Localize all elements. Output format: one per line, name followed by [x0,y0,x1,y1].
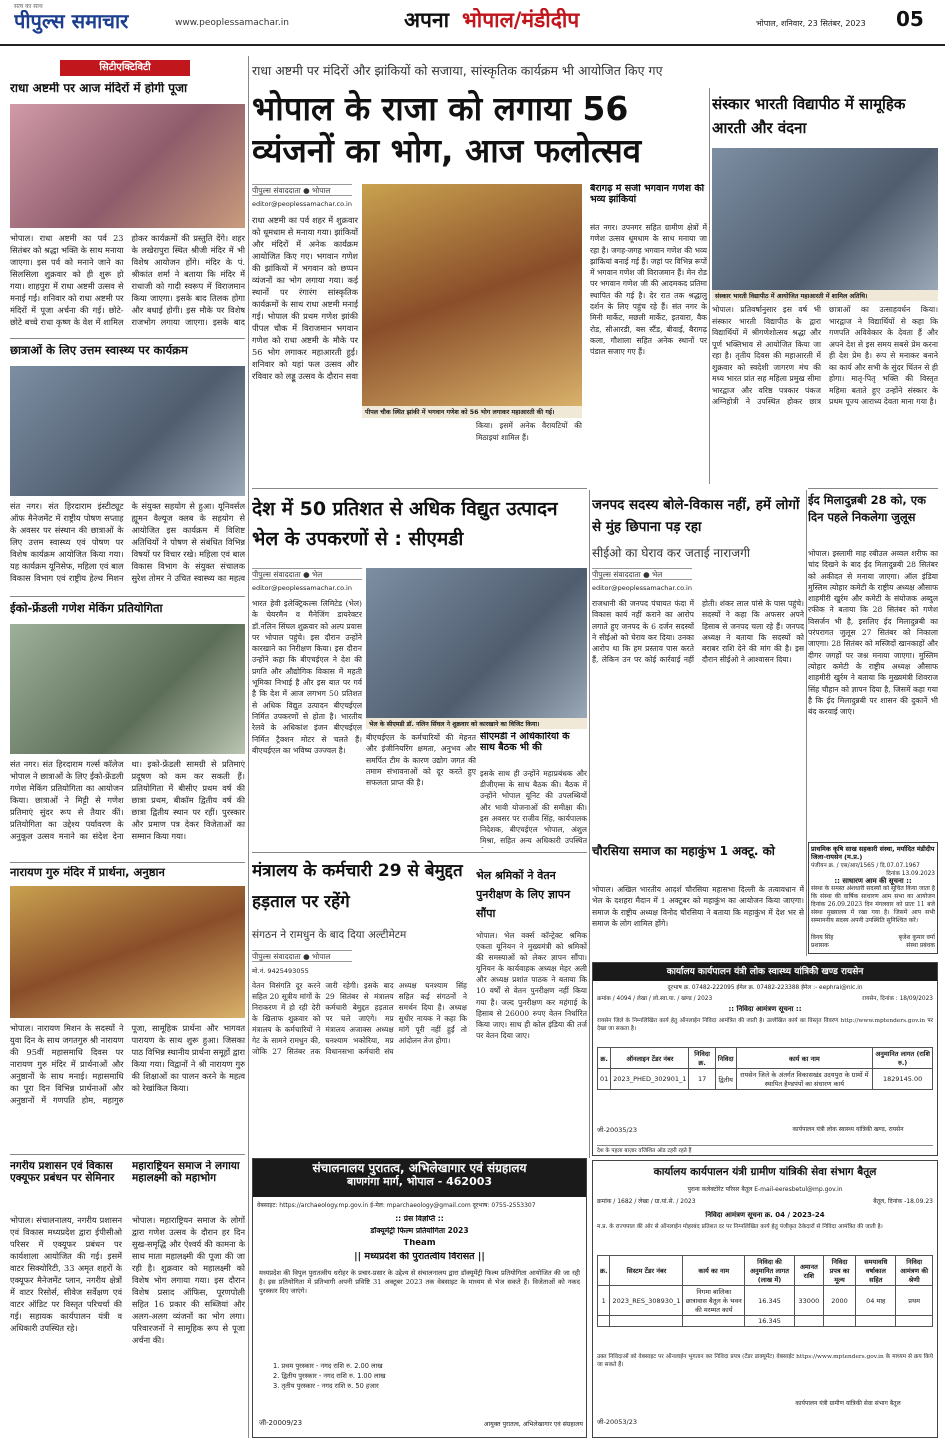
urban-admin-body: भोपाल। संचालनालय, नगरीय प्रशासन एवं विकास मध्यप्रदेश द्वारा ईपीसीओ परिसर में एक्यूफर प्रबंधन पर कार्यशाला आयोजित की गई। इसमें वाटर सिक्योरिटी, 33 अमृत शहरों के एक्यूफर मैनेजमेंट प्लान, नगरीय क्षेत्रों में वाटर रिसोर्स, सीवेज सर्वेक्षण एवं वाटर ऑडिट पर विस्तृत परिचर्चा की गई। सहायक कार्यपालन यंत्री व अधिकारी उपस्थित रहे। [10,1215,122,1333]
raisen-ref: क्रमांक / 4094 / लेखा / लो.स्वा.या. / खण्ड / 2023 [597,996,713,1002]
section-prefix: अपना [404,8,450,32]
betul-cell [856,1316,896,1327]
betul-title: कार्यालय कार्यपालन यंत्री ग्रामीण यांत्रिकी सेवा संभाग बैतूल [653,1166,877,1178]
betul-note: उक्त निविदाओं को वेबसाइट पर ऑनलाईन भुगतान कर निविदा प्रपत्र (टेंडर डाक्यूमेंट) वेबसाईट https://www.mptenders.gov.in के माध्यम से क्रय किये जा सकते हैं। [597,1354,933,1369]
betul-signatory: कार्यपालन यंत्री ग्रामीण यांत्रिकी सेवा संभाग बैतूल [795,1400,901,1407]
betul-col-header: अमानत राशि [794,1256,823,1286]
table-row [598,1069,933,1090]
bhel-photo-caption: भेल के सीएमडी डॉ. नलिन सिंघल ने शुक्रवार को कारखाने का विजिट किया। [366,718,587,729]
raisen-table-wrap [597,1047,933,1117]
betul-col-header: निविदा प्रपत्र का मूल्य [823,1256,855,1286]
sanskar-photo [712,148,938,290]
dateline: भोपाल, शनिवार, 23 सितंबर, 2023 [756,19,866,28]
health-body: संत नगर। संत हिरदाराम इंस्टीट्यूट ऑफ मैनेजमेंट में राष्ट्रीय पोषण सप्ताह के अवसर पर संस्थान की छात्राओं के लिए उत्तम स्वास्थ्य एवं पोषण पर विशेष कार्यक्रम आयोजित किया गया। यह कार्यक्रम यूनिसेफ, महिला एवं बाल विकास विभाग एवं राष्ट्रीय हेल्थ मिशन के संयुक्त सहयोग से हुआ। यूनिवर्सल ह्यूमन वैल्यूज क्लब के सहयोग से आयोजित इस कार्यक्रम में विशिष्ट अतिथियों ने पोषण से संबंधित विभिन्न विषयों पर विचार रखे। महिला एवं बाल विकास विभाग के संयुक्त संचालक सुरेश तोमर ने उचित स्वास्थ्य का महत्व [10,501,245,583]
bhel-workers-headline: भेल श्रमिकों ने वेतन पुनरीक्षण के लिए ज्ञापन सौंपा [476,869,571,920]
bhel-workers-body: भोपाल। भेल वर्क्स कॉन्ट्रेक्ट श्रमिक एकता यूनियन ने मुख्यमंत्री को श्रमिकों की समस्याओं को लेकर ज्ञापन सौंपा। यूनियन के कार्यवाहक अध्यक्ष मेहर अली और अध्यक्ष प्रशांत पाठक ने बताया कि 10 वर्षों से वेतन पुनरीक्षण नहीं किया गया है। जल्द पुनरीक्षण कर महंगाई के हिसाब से 26000 रुपए वेतन निर्धारित किया जाए। साथ ही कोल इंडिया की तर्ज पर वेतन दिया जाए। [476,931,587,1040]
radha-ashtami-headline: राधा अष्टमी पर आज मंदिरों में होगी पूजा [10,82,188,95]
betul-date: बैतूल, दिनांक -18.09.23 [873,1198,933,1205]
betul-cell: 33000 [794,1286,823,1316]
prize-item: 2. द्वितीय पुरस्कार - नगद राशि रु. 1.00 लाख [273,1372,386,1380]
betul-total: 16.345 [745,1316,795,1327]
maharashtrian-body: भोपाल। महाराष्ट्रियन समाज के लोगों द्वारा गणेश उत्सव के दौरान हर दिन सुख-समृद्धि और ऐश्वर्य की कामना के साथ माता महालक्ष्मी की पूजा की जा रही है। शुक्रवार को महालक्ष्मी को विशेष भोग लगाया गया। इस दौरान विशेष प्रसाद ऑफिस, पूरणपोली सहित 16 प्रकार की सब्जियां और अलग-अलग व्यंजनों का भोग लगा। परिवारजनों ने सामूहिक रूप से पूजा अर्चना की। [132,1215,245,1345]
column-rule [589,490,590,1158]
page-number: 05 [896,8,924,31]
bhel-side-body: इसके साथ ही उन्होंने महाप्रबंधक और डीजीएम्स के साथ बैठक की। बैठक में उन्होंने भोपाल यूनिट की उपलब्धियों और भावी योजनाओं की समीक्षा की। इस अवसर पर राजीव सिंह, कार्यपालक निदेशक, बीएचईएल भोपाल, अंशुल मिश्रा, सहित अन्य अधिकारी उपस्थित [480,769,587,846]
janpad-headline: जनपद सदस्य बोले-विकास नहीं, हमें लोगों से मुंह छिपाना पड़ रहा [592,497,800,535]
city-activity-label: सिटीएक्टिविटी [60,60,190,76]
betul-cell [823,1316,855,1327]
betul-cell: 16.345 [745,1286,795,1316]
raisen-cell: 2023_PHED_302901_1 [611,1069,689,1090]
lead-body: राधा अष्टमी का पर्व शहर में शुक्रवार को धूमधाम से मनाया गया। झांकियों और मंदिरों में अनेक कार्यक्रम आयोजित किए गए। भगवान गणेश की झांकियों में भगवान को छप्पन व्यंजनों का भोग लगाया गया। कई स्थानों पर रंगारंग सांस्कृतिक कार्यक्रमों के साथ राधा अष्टमी मनाई गई। भोपाल की प्रथम गणेश झांकी पीपल चौक में विराजमान भगवान गणेश को राधा अष्टमी के मौके पर 56 भोग लगाकर महाआरती हुई। शनिवार को यहां फल उत्सव और रविवार को लड्डू उत्सव के दौरान सवा [252,215,358,381]
bhel-body-mid-text: बीएचईएल के कर्मचारियों की मेहनत और इंजीनियरिंग क्षमता, अनुभव और समर्पित टीम के कारण उद्योग जगत की तमाम संभावनाओं को दूर करते हुए सफलता प्राप्त की है। [366,733,476,788]
raisen-ref2: जी-20035/23 [597,1126,637,1134]
raisen-cell: 17 [689,1069,715,1090]
raisen-subtitle: :: निविदा आमंत्रण सूचना :: [728,1005,802,1013]
divider [10,862,245,863]
raisen-footer: देश के पहला बाज़ार वजिशित ऑड टहरी रहते हैं [597,1145,933,1155]
sahkari-org: प्राथमिक कृषि साख सहकारी संस्था, मर्यादित मंडीदीप जिला-रायसेन (म.प्र.) [811,845,935,861]
divider [252,488,587,489]
betul-cell [896,1316,933,1327]
divider [10,338,245,339]
sahkari-signer1: विनय सिंह [811,934,834,942]
archaeology-prizes [273,1361,573,1401]
bairagarh-headline: बैरागढ़ में सजी भगवान गणेश की भव्य झांकियां [590,184,705,205]
bhel-body: भारत हेवी इलेक्ट्रिकल्स लिमिटेड (भेल) के चेयरमैन व मैनेजिंग डायरेक्टर डॉ.नलिन सिंघल शुक्रवार को अल्प प्रवास पर भोपाल पहुंचे। इस दौरान उन्होंने कारखाने का निरीक्षण किया। इस दौरान उन्होंने कहा कि बीएचईएल ने देश की प्रगति और औद्योगिक विकास में महती भूमिका निभाई है और इस बात पर गर्व है कि देश में आज लगभग 50 प्रतिशत से अधिक विद्युत उत्पादन बीएचईएल निर्मित उपकरणों से होता है। भारतीय रेलवे के अधिकांश इंजन बीएचईएल निर्मित ट्रैक्शन मोटर से चलते हैं। बीएचईएल का भविष्य उज्ज्वल है। [252,599,362,755]
betul-ref: क्रमांक / 1682 / लेखा / ग्रा.यां.से. / 2023 [597,1198,696,1205]
column-rule [709,88,710,484]
chaurasiya-headline: चौरसिया समाज का महाकुंभ 1 अक्टू. को [592,844,775,858]
sahkari-reg: पंजीयन क्र. / एस/आर/1565 / दि.07.07.1967 [811,863,920,869]
sahkari-role2: संस्था प्रबंधक [906,942,935,950]
raisen-cell: 01 [598,1069,611,1090]
raisen-col-header: निविदा [715,1048,736,1069]
divider [10,1154,245,1155]
lead-headline: भोपाल के राजा को लगाया 56 व्यंजनों का भोग, आज फलोत्सव [252,89,642,170]
website-link[interactable]: www.peoplessamachar.in [175,18,289,28]
ministry-body: वेतन विसंगति दूर करने सहित 20 सूत्रीय मांगों के निराकरण में हो रही देरी के खिलाफ शुक्रवार को मंत्रालय के कर्मचारियों ने गेट के सामने रामधुन की, जोकि 27 सितंबर तक जारी रहेगी। इसके बाद 29 सितंबर से मंत्रालय कर्मचारी बेमुद्दत हड़ताल पर चले जाएंगे। मप्र मंत्रालय अजाक्स अध्यक्ष घनश्याम भकोरिया, मप्र विधानसभा कर्मचारी संघ अध्यक्ष घनश्याम सिंह सहित कई संगठनों ने समर्थन दिया है। अध्यक्ष सुधीर नायक ने कहा कि मांगें पूरी नहीं हुईं तो आंदोलन तेज होगा। [252,981,467,1056]
prize-item: 1. प्रथम पुरस्कार - नगद राशि रु. 2.00 लाख [273,1362,383,1370]
archaeology-ref: जी-20009/23 [259,1419,303,1427]
narayan-guru-body: भोपाल। नारायण मिशन के सदस्यों ने युवा दिन के साथ जगतगुरु श्री नारायण की 95वीं महासमाधि दिवस पर नारायण गुरु मंदिर में प्रार्थनाओं और अनुष्ठानों के साथ मनाई। महासमाधि का पूरा दिन विभिन्न प्रार्थनाओं और अनुष्ठानों में गणपति होम, महागुरु पूजा, सामूहिक प्रार्थना और भागवत पारायण के साथ शुरू हुआ। जिसका पाठ विभिन्न स्थानीय प्रार्थना समूहों द्वारा किया गया। विद्वानों ने श्री नारायण गुरु की शिक्षाओं का पालन करने के महत्व को रेखांकित किया। [10,1023,245,1105]
tender-raisen [592,962,938,1156]
bhel-headline: देश में 50 प्रतिशत से अधिक विद्युत उत्पादन भेल के उपकरणों से : सीएमडी [252,498,558,550]
sahkari-role1: प्रशासक [811,942,829,950]
lead-kicker: राधा अष्टमी पर मंदिरों और झांकियों को सजाया, सांस्कृतिक कार्यक्रम भी आयोजित किए गए [252,63,663,78]
lead-photo-caption: पीपल चौक स्थित झांकी में भगवान गणेश को 56 भोग लगाकर महाआरती की गई। [362,406,582,418]
betul-col-header: समयावधि वर्षाकाल सहित [856,1256,896,1286]
health-photo [10,366,245,496]
betul-cell: प्रथम [896,1286,933,1316]
betul-col-header: कार्य का नाम [683,1256,745,1286]
raisen-col-header: ऑनलाइन टेंडर नंबर [611,1048,689,1069]
raisen-date: रायसेन, दिनांक : 18/09/2023 [862,996,933,1002]
janpad-subhead: सीईओ का घेराव कर जताई नाराजगी [592,546,750,560]
bhel-email[interactable]: editor@peoplessamachar.co.in [252,584,352,592]
archaeology-ad [252,1158,587,1438]
lead-ganesh-photo [362,184,582,406]
raisen-cell: 1829145.00 [873,1069,933,1090]
sahkari-signer2: बृजेश कुमार वर्मा [898,934,935,942]
section-title: भोपाल/मंडीदीप [462,8,580,32]
eco-ganesh-body: संत नगर। संत हिरदाराम गर्ल्स कॉलेज भोपाल ने छात्राओं के लिए ईको-फ्रेंडली गणेश मेकिंग प्रतियोगिता का आयोजन किया। छात्राओं ने मिट्टी से गणेश प्रतिमाएं सुंदर रूप से तैयार कीं। प्रतियोगिता का उद्देश्य पर्यावरण के अनुकूल उत्सव मनाने का संदेश देना था। इको-फ्रेंडली सामग्री से प्रतिमाएं प्रदूषण को कम कर सकती हैं। प्रतियोगिता में बीसीए प्रथम वर्ष की छात्रा प्रथम, बीकॉम द्वितीय वर्ष की छात्रा द्वितीय स्थान पर रहीं। पुरस्कार और प्रमाण पत्र देकर विजेताओं का सम्मान किया गया। [10,759,245,841]
column-rule [248,56,249,1438]
janpad-email[interactable]: editor@peoplessamachar.co.in [592,584,692,592]
ministry-byline: पीपुल्स संवाददाता ● भोपाल [252,950,352,962]
betul-col-header: निविदा आमंत्रण की श्रेणी [896,1256,933,1286]
raisen-col-header: अनुमानित लागत (राशि रु.) [873,1048,933,1069]
raisen-col-header: निविदा क्र. [689,1048,715,1069]
betul-subtitle: निविदा आमंत्रण सूचना क्र. 04 / 2023-24 [705,1211,825,1219]
paper-tagline: सत्य का साथ [14,3,43,10]
betul-cell: 04 माह [856,1286,896,1316]
sahkari-body: संस्था के समस्त अंशधारी सदस्यों को सूचित किया जाता है कि संस्था की वार्षिक साधारण आम सभा का आयोजन दिनांक 26.09.2023 दिन मंगलवार को प्रातः 11 बजे संस्था मुख्यालय में रखा गया है। जिसमें आप सभी सम्माननीय सदस्य अपनी उपस्थिति सुनिश्चित करें। [811,885,935,925]
table-row [598,1316,933,1327]
raisen-cell: द्वितीय [715,1069,736,1090]
janpad-body: राजधानी की जनपद पंचायत फंदा में विकास कार्य नहीं कराने का आरोप लगाते हुए जनपद के 6 दर्जन सदस्यों ने सीईओ को घेराव कर दिया। उनका आरोप था कि हम प्रस्ताव पास करते हैं, लेकिन उन पर कोई कार्रवाई नहीं होती। शंकर लाल पांसे के पास पहुंचे। सदस्यों ने कहा कि अफसर अपने हिसाब से जनपद चला रहे हैं। जनपद अध्यक्ष ने बताया कि सदस्यों को बराबर राशि देने की मांग की है। इस दौरान सीईओ ने आश्वासन दिया। [592,599,804,665]
ministry-headline: मंत्रालय के कर्मचारी 29 से बेमुद्दत हड़ताल पर रहेंगे [252,861,463,912]
betul-cell: 2023_RES_308930_1 [610,1286,683,1316]
archaeology-theme: || मध्यप्रदेश की पुरातत्वीय विरासत || [354,1252,485,1262]
archaeology-press-label: :: प्रेस विज्ञप्ति :: [395,1215,444,1223]
sahkari-notice [808,842,938,954]
urban-admin-headline: नगरीय प्रशासन एवं विकास एक्यूफर प्रबंधन पर सेमिनार [10,1160,115,1185]
sanskar-photo-caption: संस्कार भारती विद्यापीठ में आयोजित महाआरती में शामिल अतिथि। [712,290,938,301]
lead-body-continued [476,420,582,484]
tender-betul [592,1160,938,1438]
betul-cell [794,1316,823,1327]
bhel-photo [366,568,587,718]
sahkari-date: दिनांक 13.09.2023 [886,871,935,877]
raisen-title: कार्यालय कार्यपालन यंत्री लोक स्वास्थ्य यांत्रिकी खण्ड रायसेन [593,963,937,981]
radha-ashtami-photo [10,104,245,228]
divider [252,852,587,853]
health-headline: छात्राओं के लिए उत्तम स्वास्थ्य पर कार्यक्रम [10,344,188,357]
betul-col-header: सिस्टम टेंडर नंबर [610,1256,683,1286]
betul-body: म.प्र. के राज्यपाल की ओर से ऑनलाईन मोहरबंद प्रतिशत दर पर निम्नलिखित कार्य हेतु पंजीकृत ठेकेदारों से निविदा आमंत्रित की जाती है। [597,1224,883,1230]
maharashtrian-headline: महाराष्ट्रियन समाज ने लगाया महालक्ष्मी को महाभोग [132,1160,240,1185]
betul-table [597,1255,933,1327]
sahkari-title: :: साधारण आम की सूचना :: [834,877,912,885]
sanskar-headline: संस्कार भारती विद्यापीठ में सामूहिक आरती और वंदना [712,95,906,137]
raisen-col-header: कार्य का नाम [736,1048,873,1069]
archaeology-theme-label: Theam [403,1239,436,1248]
narayan-guru-headline: नारायण गुरु मंदिर में प्रार्थना, अनुष्ठान [10,866,165,879]
fruit-note: किया। इसमें अनेक वैरायटियों की मिठाइयां शामिल हैं। [476,421,582,442]
lead-email[interactable]: editor@peoplessamachar.co.in [252,200,352,208]
archaeology-body: मध्यप्रदेश की विपुल पुरातत्वीय धरोहर के प्रचार-प्रसार के उद्देश्य से संचालनालय द्वारा डॉक्यूमेंट्री फिल्म प्रतियोगिता आयोजित की जा रही है। इस प्रतियोगिता में प्रतिभागी अपनी प्रविष्टि 31 अक्टूबर 2023 तक वेबसाइट के माध्यम से भेज सकते हैं। विजेताओं को नकद पुरस्कार दिए जाएंगे। [259,1269,580,1296]
raisen-table [597,1047,933,1090]
radha-ashtami-body: भोपाल। राधा अष्टमी का पर्व 23 सितंबर को श्रद्धा भक्ति के साथ मनाया जाएगा। इस पर्व को मनाने जाने का सिलसिला शुक्रवार को ही शुरू हो गया। शाहपुरा में राधा अष्टमी उत्सव से मनाई गई। शनिवार को राधा अष्टमी पर मंदिरों में पूजा अर्चना की गई। छोटे-छोटे बच्चे राधा कृष्ण के वेश में शामिल होकर कार्यक्रमों की प्रस्तुति देंगे। शहर के लखेरापुरा स्थित श्रीजी मंदिर में भी विशेष आयोजन होंगे। मंदिर के पं. श्रीकांत शर्मा ने बताया कि मंदिर में राधाजी को गादी स्वरूप में विराजमान किया जाएगा। इसके बाद तिलक होगा और बधाई होगी। इस मौके पर विशेष राजभोग लगाया जाएगा। इसके बाद [10,233,245,327]
betul-ref2: जी-20053/23 [597,1418,637,1426]
betul-table-wrap [597,1255,933,1345]
prize-item: 3. तृतीय पुरस्कार - नगद राशि रु. 50 हजार [273,1382,379,1390]
betul-cell [683,1316,745,1327]
betul-contact[interactable]: पुराना कलेक्टोरेट परिसर बैतूल E-mail-eeresbetul@mp.gov.in [687,1186,843,1193]
narayan-guru-photo [10,886,245,1018]
paper-logo[interactable]: पीपुल्स समाचार [14,10,129,33]
eco-ganesh-headline: ईको-फ्रेंडली गणेश मेकिंग प्रतियोगिता [10,602,163,615]
sanskar-body: भोपाल। प्रतिवर्षानुसार इस वर्ष भी संस्कार भारती विद्यापीठ के द्वारा विद्यार्थियों में श्रीगणेशोत्सव श्रद्धा और पूर्ण भक्तिभाव से आयोजित किया जा रहा है। तृतीय दिवस की महाआरती में शुक्रवार को स्वदेशी जागरण मंच की मध्य भारत प्रांत सह महिला प्रमुख सीमा भारद्वाज और वरिष्ठ पत्रकार पंकज अग्निहोत्री ने उपस्थित होकर छात्र छात्राओं का उत्साहवर्धन किया। भारद्वाज ने विद्यार्थियों से कहा कि गणपति अविवेकार के देवता हैं और अपने देश से इस समय सबसे प्रेम करना ही देश प्रेम है। रूप से मनाकर बनाने का कार्य और सभी के सुंदर चिंतन से ही होगा। मातृ-पितृ भक्ति की विस्तृत महिमा बताते हुए उन्होंने संस्कार के प्रथम पूज्य आराध्य देवता माना गया है। [712,305,938,406]
eid-body: भोपाल। इस्लामी माह रबीउल अव्वल शरीफ का चांद दिखने के बाद ईद मिलादुन्नबी 28 सितंबर को अकीदत से मनाया जाएगा। ऑल इंडिया मुस्लिम त्योहार कमेटी के राष्ट्रीय अध्यक्ष औसाफ शाहमीरी खुर्रम और कमेटी के संयोजक अब्दुल रफीक ने बताया कि 28 सितंबर को गणेश विसर्जन भी है, इसलिए ईद मिलादुन्नबी का परंपरागत जुलूस 27 सितंबर को निकाला जाएगा। 28 सितंबर को मस्जिदों खानकाहों और दीगर जगहों पर जश्न मनाया जाएगा। मुस्लिम त्योहार कमेटी के राष्ट्रीय अध्यक्ष औसाफ शाहमीरी खुर्रम ने बताया कि मुख्यमंत्री शिवराज सिंह चौहान को ज्ञापन दिया है, जिसमें कहा गया है कि ईद मिलादुन्नबी पर शासन की दुकानें भी बंद करवाई जाएं। [808,549,938,717]
bhel-body-mid [366,732,476,848]
betul-cell [598,1316,610,1327]
eid-headline: ईद मिलादुन्नबी 28 को, एक दिन पहले निकलेगा जुलूस [808,493,926,524]
eco-ganesh-photo [10,624,245,754]
ministry-subhead: संगठन ने रामधुन के बाद दिया अल्टीमेटम [252,929,407,941]
janpad-byline: पीपुल्स संवाददाता ● भेल [592,568,692,580]
archaeology-header [253,1159,586,1197]
table-row [598,1286,933,1316]
raisen-col-header: क्र. [598,1048,611,1069]
raisen-contact[interactable]: दूरभाष क्र. 07482-222095 ईमेल क्र. 07482-223388 ईमेल :- eephrai@nic.in [667,985,863,991]
archaeology-competition: डॉक्यूमेंट्री फिल्म प्रतियोगिता 2023 [370,1227,469,1235]
betul-cell [610,1316,683,1327]
raisen-body: रायसेन जिले के निम्नलिखित कार्य हेतु ऑनलाईन निविदा आमंत्रित की जाती है। उल्लेखित कार्य का विस्तृत विवरण http://www.mptenders.gov.in पर देखा जा सकता है। [597,1018,933,1033]
raisen-signatory: कार्यपालन यंत्री लोक स्वास्थ्य यांत्रिकी खण्ड, रायसेन [792,1126,904,1133]
chaurasiya-body: भोपाल। अखिल भारतीय आदर्श चौरसिया महासभा दिल्ली के तत्वावधान में भेल के दशहरा मैदान में 1 अक्टूबर को महाकुंभ का आयोजन किया जाएगा। समाज के राष्ट्रीय अध्यक्ष विनोद चौरसिया ने बताया कि महाकुंभ में देश भर से समाज के लोग शामिल होंगे। [592,885,804,928]
betul-cell: 2000 [823,1286,855,1316]
betul-cell: निगमा बालिका छात्रावास बैतूल के भवन की मरम्मत कार्य [683,1286,745,1316]
betul-col-header: क्र. [598,1256,610,1286]
archaeology-dept: संचालनालय पुरातत्व, अभिलेखागार एवं संग्रहालय [312,1161,527,1175]
bhel-side-headline: सीएमडी ने अधिकारियों के साथ बैठक भी की [480,732,570,753]
betul-cell: 1 [598,1286,610,1316]
archaeology-signatory: आयुक्त पुरातत्व, अभिलेखागार एवं संग्रहालय [483,1421,583,1428]
lead-byline: पीपुल्स संवाददाता ● भोपाल [252,184,352,196]
archaeology-contact[interactable]: वेबसाइट: https://archaeology.mp.gov.in ई-मेल: mparchaeology@gmail.com दूरभाष: 0755-2553307 [257,1202,536,1209]
bhel-byline: पीपुल्स संवाददाता ● भेल [252,568,362,580]
divider [10,596,245,597]
masthead [0,0,945,46]
bairagarh-body: संत नगर। उपनगर सहित ग्रामीण क्षेत्रों में गणेश उत्सव धूमधाम के साथ मनाया जा रहा है। जगह-जगह भगवान गणेश की भव्य झांकियां बनाई गई हैं। जहां पर विभिन्न रूपों में भगवान गणेश जी विराजमान हैं। मेन रोड पर भगवान गणेश जी की आदमकद प्रतिमा स्थापित की गई है। देर रात तक श्रद्धालु दर्शन के लिए पहुंच रहे हैं। संत नगर के मिनी मार्केट, मछली मार्केट, इतवारा, वैक रोड, सीआरडी, बस स्टैंड, बीवाई, बैरागढ़ कला, गौशाला सहित अनेक स्थानों पर पंडाल सजाए गए हैं। [590,223,707,357]
betul-col-header: निविदा की अनुमानित लागत (लाख में) [745,1256,795,1286]
column-rule [806,490,807,956]
raisen-cell: रायसेन जिले के अंतर्गत विकासखंड उदयपुरा के ग्रामों में स्थापित हैण्डपंपों का संधारण कार्य [736,1069,873,1090]
ministry-phone[interactable]: मो.नं. 9425493055 [252,967,309,975]
divider [808,488,938,489]
archaeology-address: बाणगंगा मार्ग, भोपाल - 462003 [346,1174,493,1188]
